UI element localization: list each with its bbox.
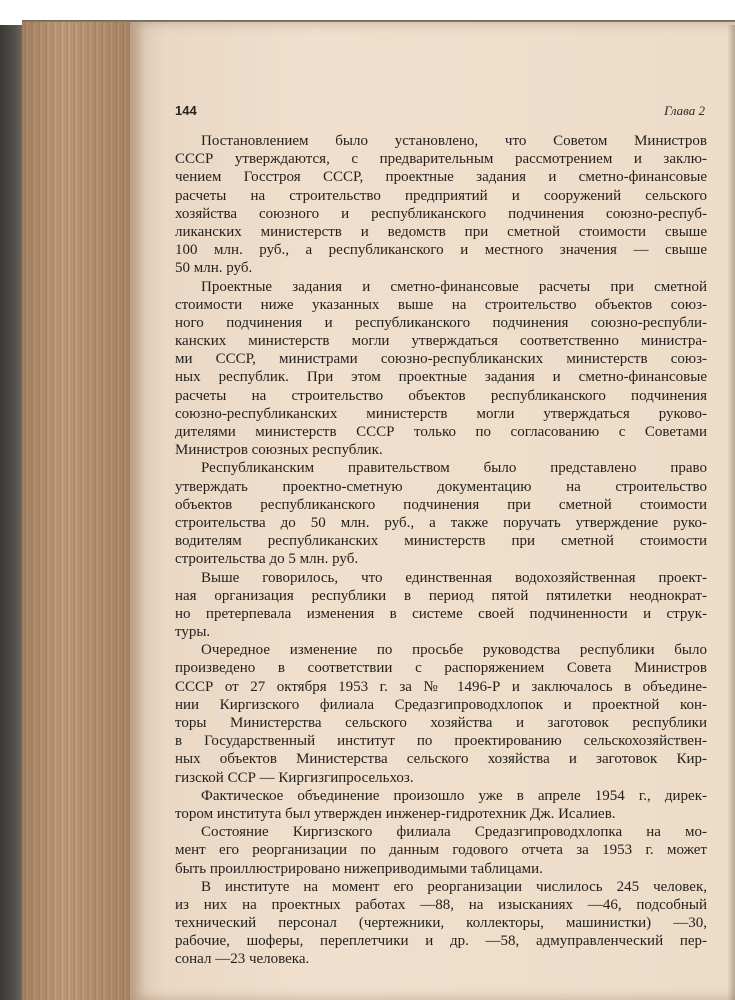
text-line: Постановлением было установлено, что Советом Министров	[201, 133, 707, 149]
text-line: в Государственный институт по проектированию сельскохозяйствен-	[175, 733, 707, 750]
text-line: Состояние Киргизского филиала Средазгипроводхлопка на мо-	[201, 824, 707, 841]
paragraph	[175, 787, 707, 823]
text-line: 100 млн. руб., а республиканского и местного значения — свыше	[175, 242, 707, 259]
text-line: Проектные задания и сметно-финансовые расчеты при сметной	[201, 278, 707, 295]
text-line: строительства до 50 млн. руб., а также поручать утверждение руко-	[175, 514, 707, 531]
body-text	[175, 132, 707, 969]
text-line: водителям республиканских министерств при сметной стоимости	[175, 533, 707, 550]
text-line: Очередное изменение по просьбе руководства республики было	[201, 642, 707, 659]
text-line: гизской ССР — Киргизгипросельхоз.	[175, 769, 414, 786]
text-line: СССР от 27 октября 1953 г. за № 1496-Р и заключалось в объедине-	[175, 678, 707, 695]
paragraph	[175, 641, 707, 787]
paragraph	[175, 459, 707, 568]
text-line: ных объектов Министерства сельского хозяйства и заготовок Кир-	[175, 751, 707, 768]
text-line: Республиканским правительством было представлено право	[201, 460, 707, 477]
text-line: сонал —23 человека.	[175, 951, 310, 968]
page-edges-stack	[22, 22, 142, 1000]
text-line: 50 млн. руб.	[175, 260, 253, 277]
text-line: СССР утверждаются, с предварительным рассмотрением и заклю-	[175, 151, 707, 168]
text-line: дителями министерств СССР только по согласованию с Советами	[175, 424, 707, 440]
text-line: Министров союзных республик.	[175, 442, 383, 459]
text-line: тором института был утвержден инженер-гидротехник Дж. Исалиев.	[175, 805, 616, 822]
text-line: технический персонал (чертежники, коллекторы, машинистки) —30,	[175, 915, 707, 932]
text-line: мент его реорганизации по данным годового отчета за 1953 г. может	[175, 842, 707, 859]
paragraph	[175, 569, 707, 642]
text-line: Выше говорилось, что единственная водохозяйственная проект-	[201, 569, 707, 586]
page-right-shadow	[727, 25, 735, 1000]
text-line: объектов республиканского подчинения при сметной стоимости	[175, 496, 707, 513]
text-line: союзно-республиканских министерств могли утверждаться руково-	[175, 405, 707, 422]
paragraph	[175, 823, 707, 878]
text-line: произведено в соответствии с распоряжением Совета Министров	[175, 660, 707, 677]
text-line: торы Министерства сельского хозяйства и заготовок республики	[175, 715, 707, 731]
paragraph	[175, 132, 707, 278]
text-line: В институте на момент его реорганизации числилось 245 человек,	[201, 878, 707, 895]
paragraph	[175, 878, 707, 969]
text-line: ная организация республики в период пятой пятилетки неоднократ-	[175, 587, 707, 604]
text-line: ного подчинения и республиканского подчинения союзно-республи-	[175, 314, 707, 331]
text-line: стоимости ниже указанных выше на строительство объектов союз-	[175, 296, 707, 313]
running-head-chapter: Глава 2	[664, 103, 705, 118]
text-line: нии Киргизского филиала Средазгипроводхлопок и проектной кон-	[175, 696, 707, 713]
text-line: хозяйства союзного и республиканского подчинения союзно-респуб-	[175, 205, 707, 222]
text-line: туры.	[175, 624, 211, 641]
text-line: чением Госстроя СССР, проектные задания и сметно-финансовые	[175, 169, 707, 186]
scanner-background	[0, 25, 22, 1000]
text-line: ми СССР, министрами союзно-республиканских министерств союз-	[175, 351, 707, 368]
text-line: расчеты на строительство объектов республиканского подчинения	[175, 387, 707, 404]
text-line: ликанских министерств и ведомств при сметной стоимости свыше	[175, 223, 707, 240]
text-line: рабочие, шоферы, переплетчики и др. —58, адмуправленческий пер-	[175, 933, 707, 950]
text-line: из них на проектных работах —88, на изысканиях —46, подсобный	[175, 896, 707, 913]
text-line: строительства до 5 млн. руб.	[175, 551, 359, 568]
text-line: расчеты на строительство предприятий и сооружений сельского	[175, 187, 707, 204]
text-line: Фактическое объединение произошло уже в апреле 1954 г., дирек-	[201, 787, 707, 804]
text-line: утверждать проектно-сметную документацию на строительство	[175, 478, 707, 495]
text-line: ных республик. При этом проектные задания и сметно-финансовые	[175, 369, 707, 386]
page-number: 144	[175, 103, 197, 118]
text-line: но претерпевала изменения в системе своей подчиненности и струк-	[175, 605, 707, 622]
paragraph	[175, 278, 707, 460]
text-line: быть проиллюстрировано нижеприводимыми таблицами.	[175, 860, 543, 877]
text-line: канских министерств могли утверждаться соответственно министра-	[175, 333, 707, 350]
